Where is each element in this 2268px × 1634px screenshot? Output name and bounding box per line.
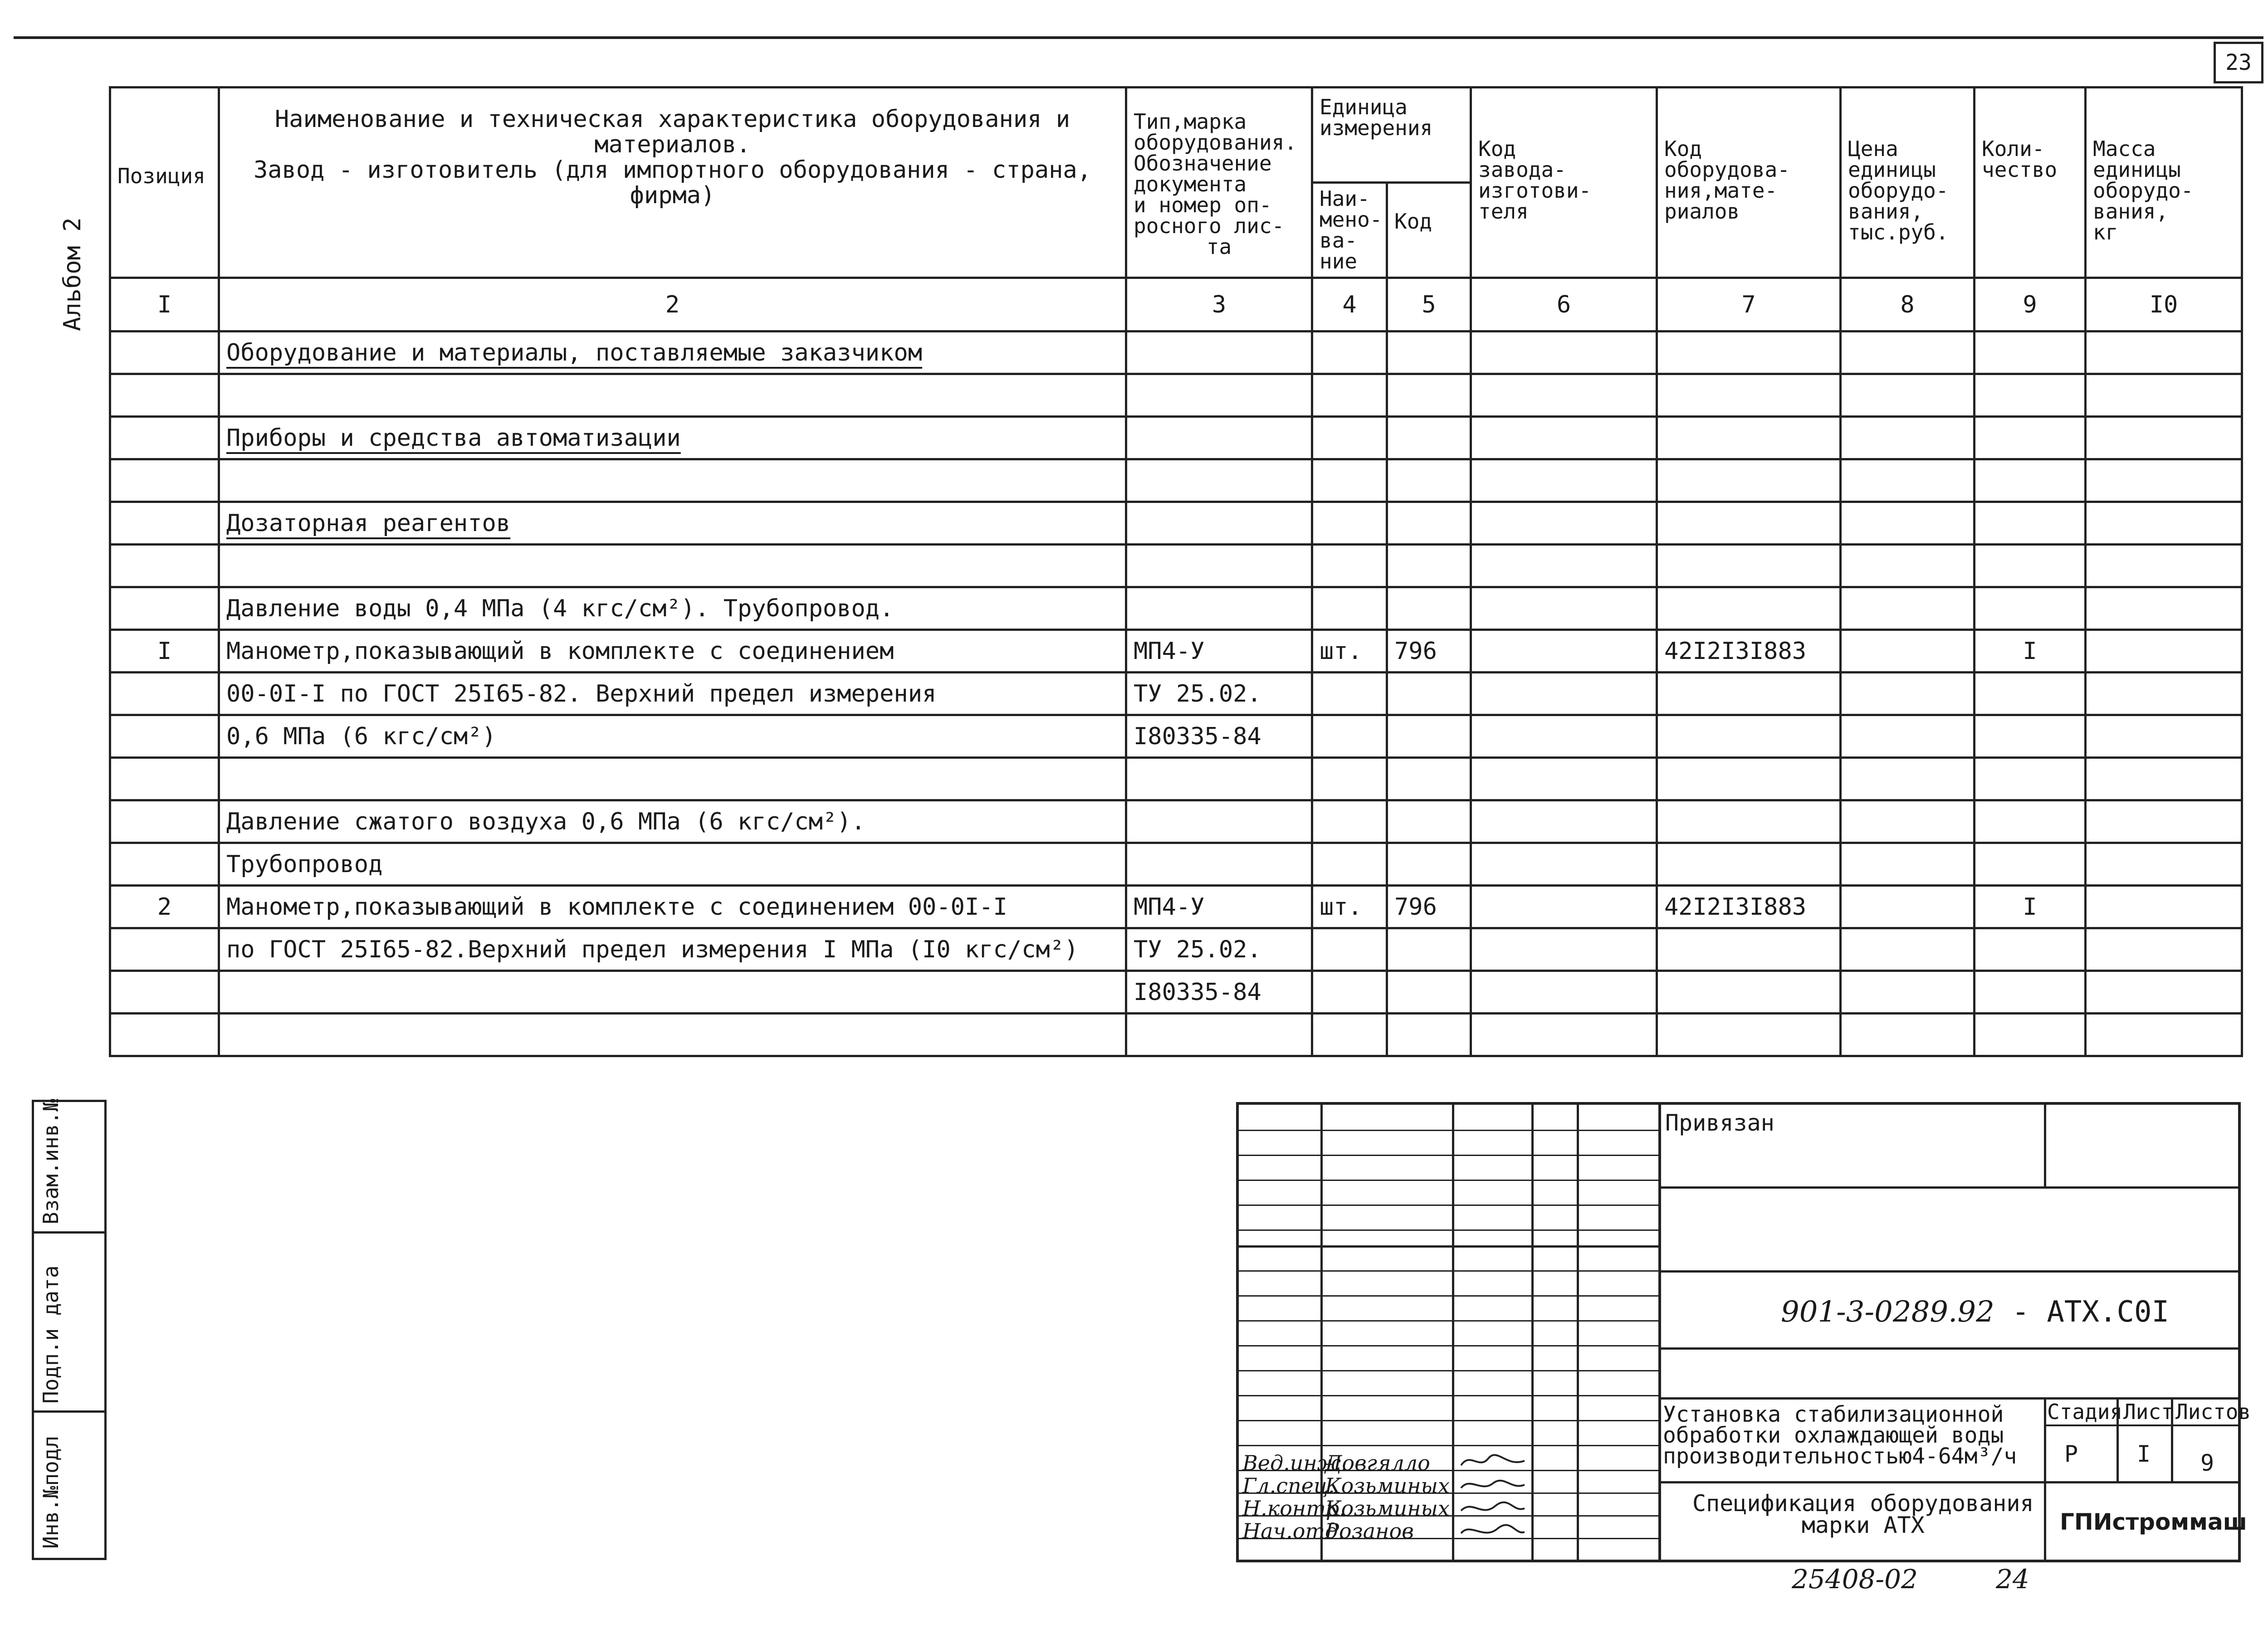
sheet-number: 23: [2214, 42, 2263, 83]
cell-name-text: Манометр,показывающий в комплекте с соединением 00-0I-I: [226, 893, 1007, 921]
cell-pos: [110, 928, 219, 971]
col-num-2: 2: [219, 278, 1126, 332]
cell-unit: [1312, 502, 1387, 545]
cell-unit: [1312, 459, 1387, 502]
cell-name: [219, 971, 1126, 1014]
cell-unit: [1312, 332, 1387, 374]
cell-code: [1387, 502, 1471, 545]
top-frame-line: [14, 36, 2263, 39]
header-quantity: Коли- чество: [1975, 88, 2086, 278]
cell-type-text: ТУ 25.02.: [1134, 680, 1261, 707]
header-mass: Масса единицы оборудо- вания, кг: [2086, 88, 2242, 278]
cell-code: [1387, 673, 1471, 715]
cell-name-text: по ГОСТ 25I65-82.Верхний предел измерения I МПа (I0 кгс/см²): [226, 936, 1079, 963]
cell-qty: [1975, 758, 2086, 800]
table-row: [110, 587, 2242, 630]
cell-unit: [1312, 715, 1387, 758]
cell-qty: [1975, 587, 2086, 630]
cell-qty: [1975, 971, 2086, 1014]
cell-name: [219, 459, 1126, 502]
header-row: [110, 88, 2242, 183]
cell-eq: [1657, 545, 1841, 587]
cell-qty: [1975, 673, 2086, 715]
cell-pos: [110, 843, 219, 886]
cell-name: [219, 545, 1126, 587]
cell-mass: [2086, 758, 2242, 800]
cell-mass: [2086, 971, 2242, 1014]
cell-mfr: [1471, 843, 1657, 886]
cell-unit: [1312, 417, 1387, 459]
cell-mfr: [1471, 928, 1657, 971]
cell-code: [1387, 332, 1471, 374]
cell-eq: [1657, 800, 1841, 843]
table-row: [110, 332, 2242, 374]
table-row: [110, 715, 2242, 758]
cell-qty: [1975, 886, 2086, 928]
strip-label-replaced: Взам.инв.№: [39, 1099, 63, 1224]
cell-code-text: 796: [1394, 637, 1437, 665]
table-row: [110, 502, 2242, 545]
cell-unit: [1312, 886, 1387, 928]
cell-mass: [2086, 587, 2242, 630]
signature-name-1: Довгялло: [1325, 1451, 1430, 1475]
cell-name-text: 00-0I-I по ГОСТ 25I65-82. Верхний предел измерения: [226, 680, 937, 707]
cell-price: [1841, 886, 1975, 928]
cell-code: [1387, 971, 1471, 1014]
signature-role-3: Н.контр.: [1242, 1496, 1346, 1521]
header-unit-code: Код: [1387, 183, 1471, 278]
cell-pos: [110, 1014, 219, 1056]
cell-eq: [1657, 886, 1841, 928]
cell-type: [1126, 715, 1312, 758]
cell-price: [1841, 417, 1975, 459]
cell-mfr: [1471, 374, 1657, 417]
sheets-value: 9: [2200, 1450, 2214, 1476]
col-num-6: 6: [1471, 278, 1657, 332]
header-type: Тип,марка оборудования. Обозначение документа и номер оп- росного лис- та: [1126, 88, 1312, 278]
cell-name-text: Давление воды 0,4 МПа (4 кгс/см²). Трубопровод.: [226, 595, 894, 622]
table-row: [110, 673, 2242, 715]
cell-pos: [110, 374, 219, 417]
sheets-label: Листов: [2175, 1400, 2251, 1424]
cell-mass: [2086, 332, 2242, 374]
cell-unit: [1312, 928, 1387, 971]
col-num-8: 8: [1841, 278, 1975, 332]
col-num-3: 3: [1126, 278, 1312, 332]
attached-label: Привязан: [1665, 1110, 1774, 1136]
cell-price: [1841, 971, 1975, 1014]
cell-qty: [1975, 843, 2086, 886]
cell-unit: [1312, 800, 1387, 843]
cell-mass: [2086, 800, 2242, 843]
cell-pos: [110, 417, 219, 459]
table-row: [110, 1014, 2242, 1056]
cell-qty: [1975, 928, 2086, 971]
title-block: [1236, 1102, 2251, 1562]
cell-eq: [1657, 630, 1841, 673]
cell-name: [219, 630, 1126, 673]
specification-table: [109, 86, 2243, 1057]
cell-mfr: [1471, 758, 1657, 800]
cell-code: [1387, 374, 1471, 417]
strip-label-signature: Подп.и дата: [39, 1265, 63, 1404]
signature-role-1: Вед.инж.: [1242, 1451, 1348, 1475]
table-row: [110, 417, 2242, 459]
cell-mass: [2086, 545, 2242, 587]
cell-price: [1841, 843, 1975, 886]
cell-mfr: [1471, 587, 1657, 630]
cell-price: [1841, 630, 1975, 673]
strip-cell-inventory: [34, 1413, 104, 1558]
cell-name: [219, 758, 1126, 800]
album-label: Альбом 2: [59, 217, 86, 331]
cell-unit: [1312, 843, 1387, 886]
cell-type: [1126, 800, 1312, 843]
cell-mfr: [1471, 886, 1657, 928]
cell-name-text: 0,6 МПа (6 кгс/см²): [226, 722, 496, 750]
cell-price: [1841, 800, 1975, 843]
cell-qty: [1975, 502, 2086, 545]
cell-pos: [110, 459, 219, 502]
cell-qty-text: I: [2023, 893, 2037, 921]
cell-price: [1841, 332, 1975, 374]
cell-code: [1387, 459, 1471, 502]
strip-cell-replaced: [34, 1099, 104, 1234]
cell-name: [219, 800, 1126, 843]
cell-mass: [2086, 630, 2242, 673]
cell-name: [219, 332, 1126, 374]
cell-unit: [1312, 673, 1387, 715]
cell-type: [1126, 886, 1312, 928]
cell-mfr: [1471, 971, 1657, 1014]
cell-mfr: [1471, 800, 1657, 843]
header-price: Цена единицы оборудо- вания, тыс.руб.: [1841, 88, 1975, 278]
cell-eq: [1657, 374, 1841, 417]
cell-price: [1841, 928, 1975, 971]
cell-type-text: МП4-У: [1134, 893, 1205, 921]
col-num-4: 4: [1312, 278, 1387, 332]
cell-eq: [1657, 502, 1841, 545]
cell-unit: [1312, 545, 1387, 587]
table-row: [110, 928, 2242, 971]
cell-pos: [110, 630, 219, 673]
table-row: [110, 971, 2242, 1014]
stage-value: Р: [2064, 1441, 2078, 1467]
cell-type: [1126, 332, 1312, 374]
cell-name: [219, 502, 1126, 545]
cell-eq: [1657, 1014, 1841, 1056]
cell-type: [1126, 374, 1312, 417]
cell-code: [1387, 886, 1471, 928]
cell-price: [1841, 374, 1975, 417]
cell-type: [1126, 630, 1312, 673]
cell-type: [1126, 417, 1312, 459]
cell-mfr: [1471, 459, 1657, 502]
cell-pos: [110, 886, 219, 928]
cell-price: [1841, 459, 1975, 502]
col-num-9: 9: [1975, 278, 2086, 332]
cell-mass: [2086, 715, 2242, 758]
cell-mass: [2086, 502, 2242, 545]
signature-role-4: Нач.отд.: [1242, 1519, 1345, 1543]
cell-price: [1841, 758, 1975, 800]
cell-eq: [1657, 843, 1841, 886]
cell-code: [1387, 928, 1471, 971]
document-code-suffix: - АТХ.С0I: [2012, 1295, 2170, 1329]
specification-rows: [110, 332, 2242, 1056]
cell-code: [1387, 800, 1471, 843]
cell-type: [1126, 758, 1312, 800]
table-row: [110, 843, 2242, 886]
header-manufacturer-code: Код завода- изготови- теля: [1471, 88, 1657, 278]
table-row: [110, 545, 2242, 587]
archive-page: 24: [1996, 1564, 2029, 1595]
cell-mass: [2086, 417, 2242, 459]
cell-name-text: Дозаторная реагентов: [226, 509, 511, 537]
cell-mfr: [1471, 545, 1657, 587]
cell-mass: [2086, 886, 2242, 928]
cell-price: [1841, 673, 1975, 715]
cell-code: [1387, 715, 1471, 758]
cell-unit: [1312, 758, 1387, 800]
cell-pos-text: I: [157, 637, 172, 665]
cell-code-text: 796: [1394, 893, 1437, 921]
cell-mfr: [1471, 1014, 1657, 1056]
cell-name: [219, 374, 1126, 417]
cell-price: [1841, 587, 1975, 630]
cell-mass: [2086, 843, 2242, 886]
cell-mass: [2086, 673, 2242, 715]
cell-qty: [1975, 1014, 2086, 1056]
cell-mass: [2086, 1014, 2242, 1056]
cell-type: [1126, 502, 1312, 545]
cell-name-text: Давление сжатого воздуха 0,6 МПа (6 кгс/см²).: [226, 808, 865, 835]
cell-price: [1841, 545, 1975, 587]
cell-name: [219, 1014, 1126, 1056]
cell-pos: [110, 587, 219, 630]
cell-price: [1841, 1014, 1975, 1056]
cell-name: [219, 673, 1126, 715]
header-unit-group: Единица измерения: [1312, 88, 1471, 183]
cell-price: [1841, 502, 1975, 545]
cell-qty: [1975, 332, 2086, 374]
cell-qty: [1975, 630, 2086, 673]
cell-eq: [1657, 971, 1841, 1014]
cell-eq: [1657, 332, 1841, 374]
organization-name: ГПИстроммаш: [2060, 1509, 2247, 1535]
cell-pos-text: 2: [157, 893, 172, 921]
cell-type-text: ТУ 25.02.: [1134, 936, 1261, 963]
cell-unit: [1312, 630, 1387, 673]
cell-name: [219, 928, 1126, 971]
cell-qty: [1975, 417, 2086, 459]
header-equipment-code: Код оборудова- ния,мате- риалов: [1657, 88, 1841, 278]
cell-mass: [2086, 459, 2242, 502]
cell-price: [1841, 715, 1975, 758]
cell-name: [219, 417, 1126, 459]
cell-type: [1126, 1014, 1312, 1056]
cell-mfr: [1471, 715, 1657, 758]
col-num-5: 5: [1387, 278, 1471, 332]
cell-unit: [1312, 374, 1387, 417]
cell-type-text: МП4-У: [1134, 637, 1205, 665]
cell-type-text: I80335-84: [1134, 722, 1261, 750]
approval-strip: [32, 1100, 107, 1560]
sheet-value: I: [2137, 1441, 2151, 1467]
cell-eq-text: 42I2I3I883: [1664, 637, 1807, 665]
table-row: [110, 374, 2242, 417]
cell-type: [1126, 459, 1312, 502]
strip-cell-signature: [34, 1234, 104, 1413]
cell-unit: [1312, 971, 1387, 1014]
cell-qty: [1975, 800, 2086, 843]
cell-code: [1387, 758, 1471, 800]
cell-mfr: [1471, 630, 1657, 673]
table-row: [110, 800, 2242, 843]
cell-mfr: [1471, 332, 1657, 374]
cell-pos: [110, 758, 219, 800]
cell-pos: [110, 502, 219, 545]
column-number-row: [110, 278, 2242, 332]
project-title: Установка стабилизационной обработки охлаждающей воды производительностью4-64м³/ч: [1663, 1402, 2017, 1469]
col-num-1: I: [110, 278, 219, 332]
handwritten-signatures: [1457, 1449, 1529, 1558]
cell-pos: [110, 332, 219, 374]
cell-code: [1387, 417, 1471, 459]
cell-eq: [1657, 758, 1841, 800]
cell-name-text: Манометр,показывающий в комплекте с соединением: [226, 637, 894, 665]
table-row: [110, 630, 2242, 673]
cell-unit: [1312, 1014, 1387, 1056]
document-code-number: 901-3-0289.92: [1781, 1295, 1994, 1329]
document-code: [1781, 1297, 2169, 1327]
cell-name: [219, 843, 1126, 886]
cell-qty-text: I: [2023, 637, 2037, 665]
cell-type: [1126, 971, 1312, 1014]
cell-code: [1387, 545, 1471, 587]
cell-type: [1126, 843, 1312, 886]
cell-eq: [1657, 459, 1841, 502]
archive-number: 25408-02: [1792, 1564, 1918, 1595]
cell-qty: [1975, 545, 2086, 587]
sheet-label: Лист: [2123, 1400, 2174, 1424]
signature-name-4: Розанов: [1325, 1519, 1414, 1543]
cell-code: [1387, 587, 1471, 630]
header-unit-name: Наи- мено- ва- ние: [1312, 183, 1387, 278]
header-position: Позиция: [110, 88, 219, 278]
signature-name-2: Козьминых: [1325, 1473, 1450, 1498]
cell-unit-text: шт.: [1320, 893, 1362, 921]
cell-code: [1387, 843, 1471, 886]
cell-mass: [2086, 374, 2242, 417]
cell-name: [219, 886, 1126, 928]
cell-eq-text: 42I2I3I883: [1664, 893, 1807, 921]
drawing-title: Спецификация оборудования марки АТХ: [1692, 1490, 2034, 1538]
cell-type: [1126, 928, 1312, 971]
cell-type: [1126, 545, 1312, 587]
cell-qty: [1975, 374, 2086, 417]
cell-eq: [1657, 587, 1841, 630]
cell-unit-text: шт.: [1320, 637, 1362, 665]
stage-label: Стадия: [2047, 1400, 2123, 1424]
cell-name: [219, 587, 1126, 630]
header-name: Наименование и техническая характеристика оборудования и материалов. Завод - изготовитель (для импортного оборудования - страна, фирма): [219, 88, 1126, 278]
cell-mass: [2086, 928, 2242, 971]
cell-name: [219, 715, 1126, 758]
table-row: [110, 459, 2242, 502]
cell-eq: [1657, 417, 1841, 459]
cell-code: [1387, 630, 1471, 673]
cell-pos: [110, 800, 219, 843]
cell-mfr: [1471, 673, 1657, 715]
cell-name-text: Трубопровод: [226, 850, 383, 878]
strip-label-inventory: Инв.№подл: [39, 1435, 63, 1549]
cell-eq: [1657, 673, 1841, 715]
cell-qty: [1975, 459, 2086, 502]
table-row: [110, 886, 2242, 928]
cell-pos: [110, 673, 219, 715]
cell-mfr: [1471, 502, 1657, 545]
cell-qty: [1975, 715, 2086, 758]
table-row: [110, 758, 2242, 800]
cell-eq: [1657, 928, 1841, 971]
cell-name-text: Приборы и средства автоматизации: [226, 424, 681, 452]
cell-eq: [1657, 715, 1841, 758]
signature-role-2: Гл.спец.: [1242, 1473, 1335, 1498]
cell-mfr: [1471, 417, 1657, 459]
cell-name-text: Оборудование и материалы, поставляемые заказчиком: [226, 339, 923, 366]
cell-pos: [110, 545, 219, 587]
col-num-7: 7: [1657, 278, 1841, 332]
cell-type-text: I80335-84: [1134, 978, 1261, 1006]
col-num-10: I0: [2086, 278, 2242, 332]
cell-type: [1126, 587, 1312, 630]
cell-pos: [110, 715, 219, 758]
signature-name-3: Козьминых: [1325, 1496, 1450, 1521]
cell-code: [1387, 1014, 1471, 1056]
cell-unit: [1312, 587, 1387, 630]
cell-type: [1126, 673, 1312, 715]
cell-pos: [110, 971, 219, 1014]
